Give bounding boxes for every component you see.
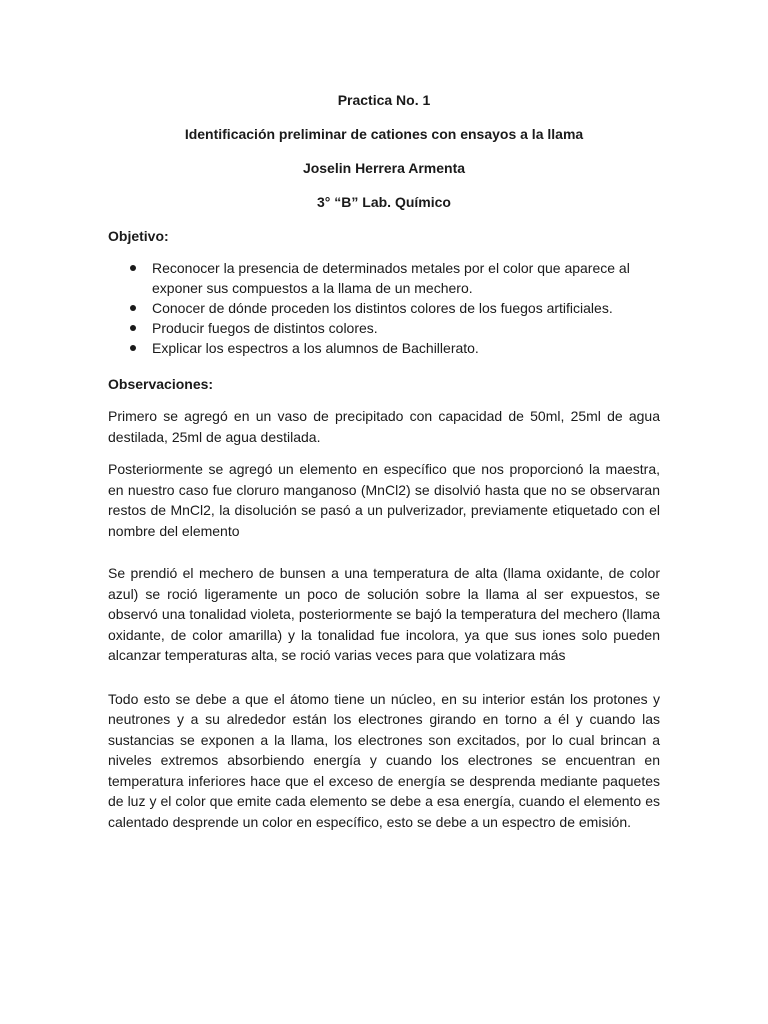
document-body [108,90,660,844]
observation-paragraph: Posteriormente se agregó un elemento en específico que nos proporcionó la maestra, en nuestro caso fue cloruro manganoso (MnCl2) se disolvió hasta que no se observaran restos de MnCl2, la disolución se pasó a un pulverizador, previamente etiquetado con el nombre del elemento [108,461,660,539]
document-subtitle: Identificación preliminar de cationes con ensayos a la llama [184,126,584,142]
observation-paragraph: Primero se agregó en un vaso de precipitado con capacidad de 50ml, 25ml de agua destilada, 25ml de agua destilada. [108,408,660,445]
objective-item [108,298,660,318]
observations-heading: Observaciones: [108,376,214,392]
bullet-icon [130,265,136,271]
objective-item-text: Producir fuegos de distintos colores. [152,320,378,336]
objective-item-text: Conocer de dónde proceden los distintos colores de los fuegos artificiales. [152,300,613,316]
observation-paragraph: Se prendió el mechero de bunsen a una temperatura de alta (llama oxidante, de color azul) se roció ligeramente un poco de solución sobre la llama al ser expuestos, se observó una tonalidad violeta, posteriormente se bajó la temperatura del mechero (llama oxidante, de color amarilla) y la tonalidad fue incolora, ya que sus iones solo pueden alcanzar temperaturas alta, se roció varias veces para que volatizara más [108,565,660,663]
document-title: Practica No. 1 [337,92,431,108]
objective-item [108,338,660,358]
group-label: 3° “B” Lab. Químico [317,194,451,210]
objective-list [108,258,660,358]
observation-paragraph: Todo esto se debe a que el átomo tiene un núcleo, en su interior están los protones y neutrones y a su alrededor están los electrones girando en torno a él y cuando las sustancias se exponen a la llama, los electrones son excitados, por lo cual brincan a niveles extremos absorbiendo energía y cuando los electrones se encuentran en temperatura inferiores hace que el exceso de energía se desprenda mediante paquetes de luz y el color que emite cada elemento se debe a esa energía, cuando el elemento es calentado desprende un color en específico, esto se debe a un espectro de emisión. [108,690,660,830]
objective-item-text: Reconocer la presencia de determinados metales por el color que aparece al exponer sus compuestos a la llama de un mechero. [152,260,630,296]
objective-heading: Objetivo: [108,228,169,244]
objective-item [108,318,660,338]
objective-item-text: Explicar los espectros a los alumnos de Bachillerato. [152,340,479,356]
author-name: Joselin Herrera Armenta [302,160,466,176]
bullet-icon [130,345,136,351]
objective-item [108,258,660,298]
bullet-icon [130,325,136,331]
bullet-icon [130,305,136,311]
